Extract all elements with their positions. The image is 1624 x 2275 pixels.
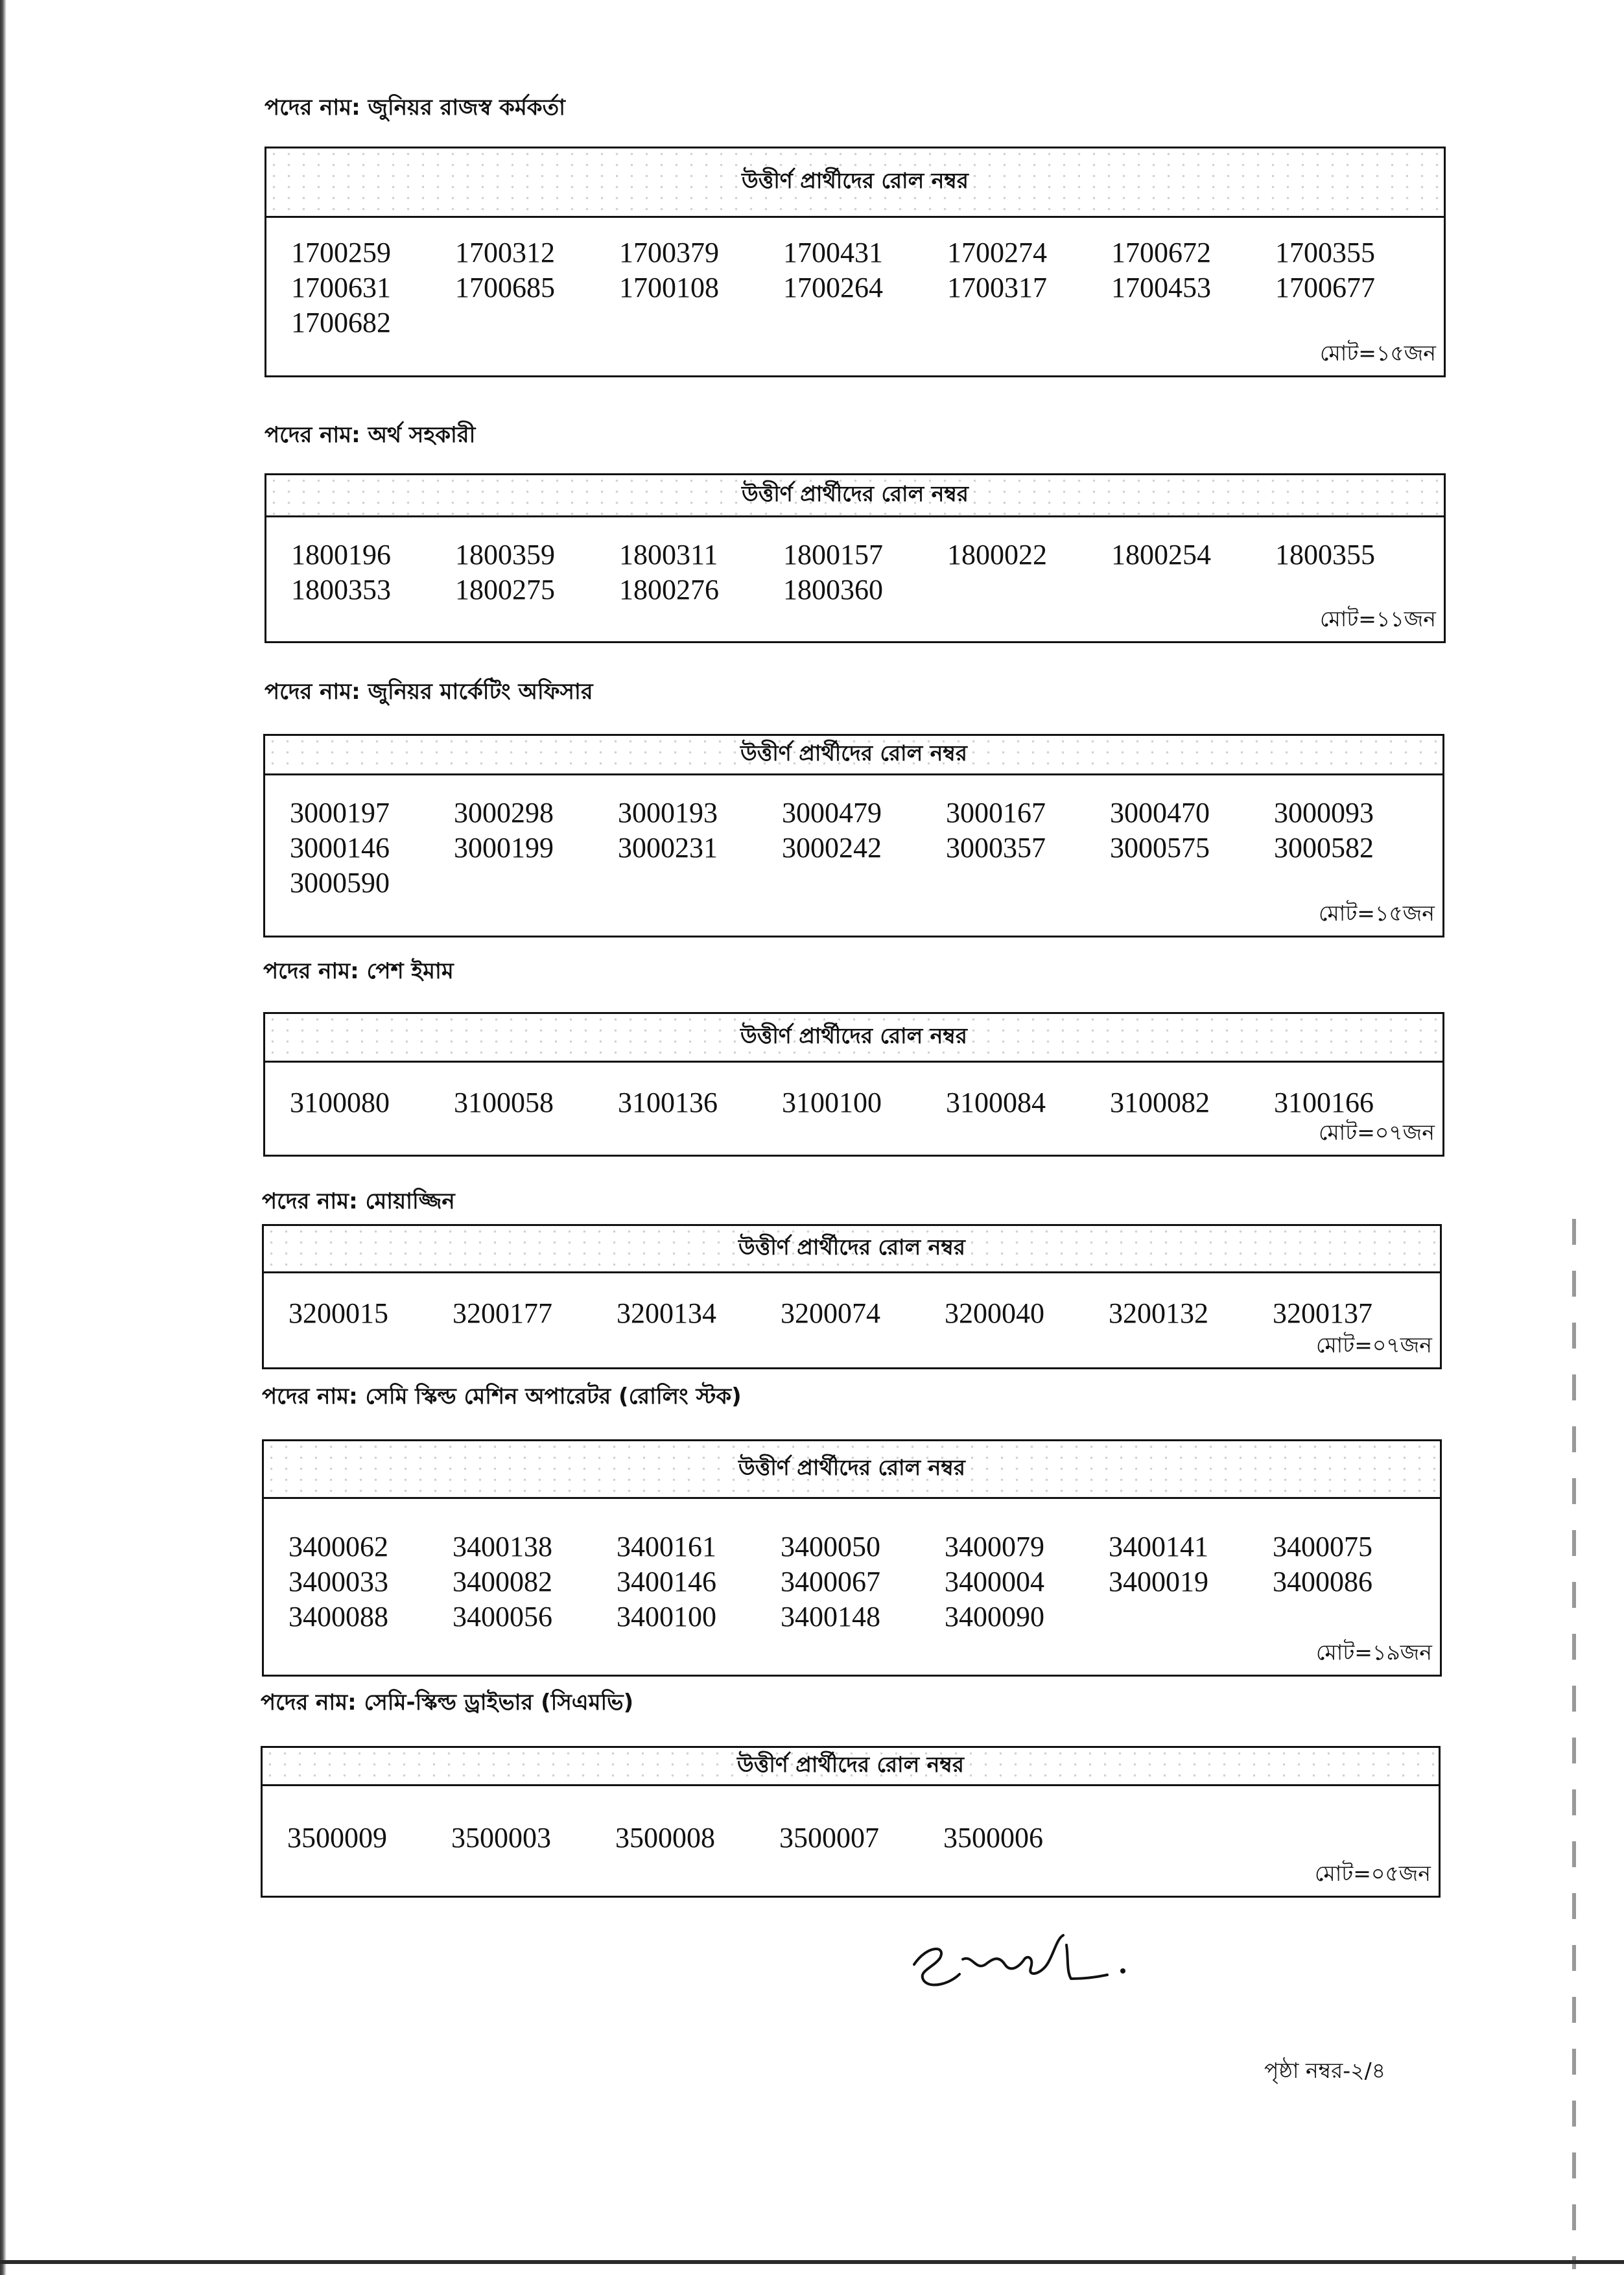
- table-header: উত্তীর্ণ প্রার্থীদের রোল নম্বর: [263, 1748, 1439, 1786]
- post-heading: পদের নাম: জুনিয়র মার্কেটিং অফিসার: [265, 679, 593, 705]
- roll-number: 1700317: [947, 272, 1047, 303]
- roll-number: 1700312: [455, 237, 555, 268]
- roll-number: 1700264: [783, 272, 883, 303]
- roll-number: 3400086: [1273, 1566, 1372, 1597]
- roll-number: 1700431: [783, 237, 883, 268]
- roll-grid: [288, 1529, 1437, 1634]
- roll-number: 3000470: [1110, 797, 1210, 829]
- roll-number: 3100136: [618, 1087, 718, 1118]
- roll-number: 3000197: [290, 797, 390, 829]
- roll-number: 3400050: [781, 1531, 880, 1562]
- table-header: উত্তীর্ণ প্রার্থীদের রোল নম্বর: [265, 1014, 1442, 1063]
- scan-edge-left: [0, 0, 6, 2275]
- result-table: [265, 147, 1446, 377]
- roll-number: 3500008: [615, 1822, 715, 1854]
- roll-number: 1700672: [1111, 237, 1211, 268]
- roll-number: 3100100: [782, 1087, 882, 1118]
- table-header: উত্তীর্ণ প্রার্থীদের রোল নম্বর: [266, 475, 1444, 517]
- roll-number: 1800157: [783, 539, 883, 571]
- roll-number: 3400019: [1109, 1566, 1208, 1597]
- roll-number: 3400004: [945, 1566, 1044, 1597]
- roll-number: 3100166: [1274, 1087, 1374, 1118]
- roll-number: 3000479: [782, 797, 882, 829]
- post-heading: পদের নাম: সেমি-স্কিল্ড ড্রাইভার (সিএমভি): [261, 1690, 634, 1715]
- result-table: [262, 1439, 1442, 1677]
- table-header: উত্তীর্ণ প্রার্থীদের রোল নম্বর: [264, 1226, 1440, 1273]
- roll-number: 3400075: [1273, 1531, 1372, 1562]
- roll-number: 3100058: [454, 1087, 554, 1118]
- roll-grid: [291, 537, 1439, 607]
- roll-number: 1800276: [619, 574, 719, 606]
- roll-grid: [287, 1821, 1435, 1856]
- roll-number: 3400056: [453, 1601, 552, 1633]
- roll-grid: [290, 1085, 1438, 1120]
- total-count: মোট=০৭জন: [1318, 1120, 1435, 1145]
- roll-number: 3000193: [618, 797, 718, 829]
- roll-number: 3400062: [288, 1531, 388, 1562]
- roll-number: 1800359: [455, 539, 555, 571]
- roll-number: 1700259: [291, 237, 391, 268]
- roll-number: 1700677: [1275, 272, 1375, 303]
- roll-number: 3100082: [1110, 1087, 1210, 1118]
- roll-number: 3200132: [1109, 1297, 1208, 1329]
- roll-number: 3400079: [945, 1531, 1044, 1562]
- roll-number: 1800275: [455, 574, 555, 606]
- roll-number: 3500006: [943, 1822, 1043, 1854]
- roll-number: 3200177: [453, 1297, 552, 1329]
- result-table: [261, 1746, 1441, 1898]
- signature-image: [901, 1919, 1135, 1997]
- roll-number: 3000242: [782, 832, 882, 864]
- roll-number: 1800353: [291, 574, 391, 606]
- roll-number: 3400033: [288, 1566, 388, 1597]
- roll-number: 3200074: [781, 1297, 880, 1329]
- roll-number: 3100080: [290, 1087, 390, 1118]
- roll-number: 3200134: [617, 1297, 716, 1329]
- roll-number: 3000093: [1274, 797, 1374, 829]
- roll-number: 3200015: [288, 1297, 388, 1329]
- roll-number: 3200040: [945, 1297, 1044, 1329]
- roll-number: 3400067: [781, 1566, 880, 1597]
- scan-edge-bottom: [0, 2260, 1624, 2264]
- roll-number: 3100084: [946, 1087, 1046, 1118]
- roll-number: 1800311: [619, 539, 718, 571]
- table-header: উত্তীর্ণ প্রার্থীদের রোল নম্বর: [265, 736, 1442, 775]
- result-table: [265, 473, 1446, 643]
- total-count: মোট=১৫জন: [1319, 901, 1435, 926]
- roll-number: 1700685: [455, 272, 555, 303]
- post-heading: পদের নাম: পেশ ইমাম: [263, 958, 454, 984]
- roll-number: 1800254: [1111, 539, 1211, 571]
- roll-number: 1700631: [291, 272, 391, 303]
- roll-number: 3400090: [945, 1601, 1044, 1633]
- roll-number: 3000231: [618, 832, 718, 864]
- roll-number: 3000575: [1110, 832, 1210, 864]
- roll-number: 1800022: [947, 539, 1047, 571]
- post-heading: পদের নাম: সেমি স্কিল্ড মেশিন অপারেটর (রোলিং স্টক): [262, 1384, 742, 1409]
- table-header: উত্তীর্ণ প্রার্থীদের রোল নম্বর: [266, 148, 1444, 218]
- roll-number: 3000357: [946, 832, 1046, 864]
- total-count: মোট=১১জন: [1320, 606, 1436, 631]
- roll-number: 1700274: [947, 237, 1047, 268]
- roll-number: 3400082: [453, 1566, 552, 1597]
- result-table: [263, 1012, 1444, 1157]
- scan-edge-right: [1572, 1219, 1576, 2269]
- table-header: উত্তীর্ণ প্রার্থীদের রোল নম্বর: [264, 1441, 1440, 1499]
- roll-number: 1800360: [783, 574, 883, 606]
- roll-number: 3400088: [288, 1601, 388, 1633]
- roll-number: 3500009: [287, 1822, 387, 1854]
- post-heading: পদের নাম: মোয়াজ্জিন: [262, 1188, 455, 1214]
- roll-number: 1700108: [619, 272, 719, 303]
- result-table: [262, 1224, 1442, 1369]
- roll-grid: [290, 796, 1438, 901]
- roll-number: 3000590: [290, 867, 390, 899]
- roll-number: 3000146: [290, 832, 390, 864]
- total-count: মোট=১৫জন: [1320, 340, 1436, 366]
- post-heading: পদের নাম: জুনিয়র রাজস্ব কর্মকর্তা: [265, 95, 565, 121]
- roll-number: 3400146: [617, 1566, 716, 1597]
- roll-number: 1800196: [291, 539, 391, 571]
- page-number: পৃষ্ঠা নম্বর-২/৪: [1264, 2058, 1386, 2083]
- total-count: মোট=১৯জন: [1316, 1640, 1432, 1665]
- result-table: [263, 734, 1444, 937]
- roll-number: 3500007: [779, 1822, 879, 1854]
- total-count: মোট=০৫জন: [1314, 1861, 1431, 1886]
- roll-number: 1700682: [291, 307, 391, 338]
- roll-grid: [288, 1296, 1437, 1331]
- total-count: মোট=০৭জন: [1315, 1332, 1432, 1358]
- roll-number: 3500003: [451, 1822, 551, 1854]
- roll-number: 3400148: [781, 1601, 880, 1633]
- roll-grid: [291, 235, 1439, 340]
- roll-number: 3000167: [946, 797, 1046, 829]
- roll-number: 3400100: [617, 1601, 716, 1633]
- roll-number: 3200137: [1273, 1297, 1372, 1329]
- roll-number: 1800355: [1275, 539, 1375, 571]
- post-heading: পদের নাম: অর্থ সহকারী: [265, 422, 476, 448]
- roll-number: 3400138: [453, 1531, 552, 1562]
- roll-number: 1700379: [619, 237, 719, 268]
- roll-number: 3400161: [617, 1531, 716, 1562]
- roll-number: 3000199: [454, 832, 554, 864]
- roll-number: 3000582: [1274, 832, 1374, 864]
- roll-number: 1700453: [1111, 272, 1211, 303]
- roll-number: 3000298: [454, 797, 554, 829]
- roll-number: 3400141: [1109, 1531, 1208, 1562]
- roll-number: 1700355: [1275, 237, 1375, 268]
